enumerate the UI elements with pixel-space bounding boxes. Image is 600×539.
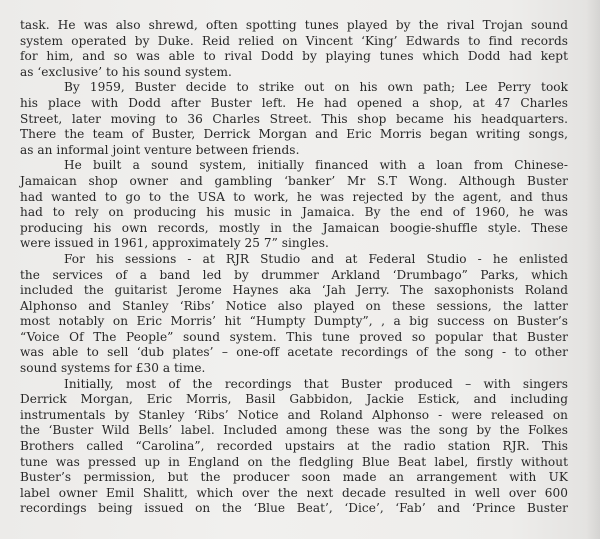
text-line: were issued in 1961, approximately 25 7” singles. [20, 236, 329, 251]
text-line: as an informal joint venture between friends. [20, 142, 300, 157]
paragraph [20, 18, 568, 80]
paragraph [20, 252, 568, 377]
text-line: Jamaican shop owner and gambling ‘banker’ Mr S.T Wong. Although Buster [20, 173, 568, 188]
text-line: most notably on Eric Morris’ hit “Humpty Dumpty”, , a big success on Buster’s [20, 314, 568, 329]
text-line: tune was pressed up in England on the fledgling Blue Beat label, firstly without [20, 454, 568, 469]
text-line: There the team of Buster, Derrick Morgan and Eric Morris began writing songs, [20, 127, 568, 142]
text-line: producing his own records, mostly in the Jamaican boogie-shuffle style. These [20, 220, 568, 235]
text-line: label owner Emil Shalitt, which over the next decade resulted in well over 600 [20, 485, 568, 500]
body-text [20, 18, 568, 517]
text-line: the ‘Buster Wild Bells’ label. Included among these was the song by the Folkes [20, 423, 568, 438]
text-line: Derrick Morgan, Eric Morris, Basil Gabbidon, Jackie Estick, and including [20, 392, 568, 407]
text-line: instrumentals by Stanley ‘Ribs’ Notice and Roland Alphonso - were released on [20, 407, 568, 422]
text-line: Buster’s permission, but the producer soon made an arrangement with UK [20, 470, 568, 485]
text-line: the services of a band led by drummer Arkland ‘Drumbago” Parks, which [20, 267, 568, 282]
text-line: recordings being issued on the ‘Blue Beat’, ‘Dice’, ‘Fab’ and ‘Prince Buster [20, 501, 568, 516]
text-line: system operated by Duke. Reid relied on Vincent ‘King’ Edwards to find records [20, 33, 568, 48]
text-line: for him, and so was able to rival Dodd by playing tunes which Dodd had kept [20, 49, 568, 64]
page-edge-shadow [586, 0, 600, 539]
text-line: For his sessions - at RJR Studio and at Federal Studio - he enlisted [64, 251, 568, 266]
text-line: Street, later moving to 36 Charles Street. This shop became his headquarters. [20, 111, 568, 126]
paragraph [20, 158, 568, 252]
paragraph [20, 80, 568, 158]
text-line: his place with Dodd after Buster left. He had opened a shop, at 47 Charles [20, 95, 568, 110]
text-line: “Voice Of The People” sound system. This tune proved so popular that Buster [20, 329, 568, 344]
text-line: task. He was also shrewd, often spotting tunes played by the rival Trojan sound [20, 18, 568, 32]
paragraph [20, 377, 568, 517]
text-line: By 1959, Buster decide to strike out on his own path; Lee Perry took [64, 80, 568, 95]
text-line: Brothers called “Carolina”, recorded upstairs at the radio station RJR. This [20, 439, 568, 454]
text-line: had wanted to go to the USA to work, he was rejected by the agent, and thus [20, 189, 568, 204]
text-line: was able to sell ‘dub plates’ – one-off acetate recordings of the song - to other [20, 345, 568, 360]
text-line: Initially, most of the recordings that Buster produced – with singers [64, 376, 568, 391]
text-line: sound systems for £30 a time. [20, 361, 206, 376]
text-line: as ‘exclusive’ to his sound system. [20, 64, 232, 79]
text-line: included the guitarist Jerome Haynes aka ‘Jah Jerry. The saxophonists Roland [20, 283, 568, 298]
text-line: He built a sound system, initially financed with a loan from Chinese- [64, 158, 568, 173]
text-line: had to rely on producing his music in Jamaica. By the end of 1960, he was [20, 205, 568, 220]
text-line: Alphonso and Stanley ‘Ribs’ Notice also played on these sessions, the latter [20, 298, 568, 313]
